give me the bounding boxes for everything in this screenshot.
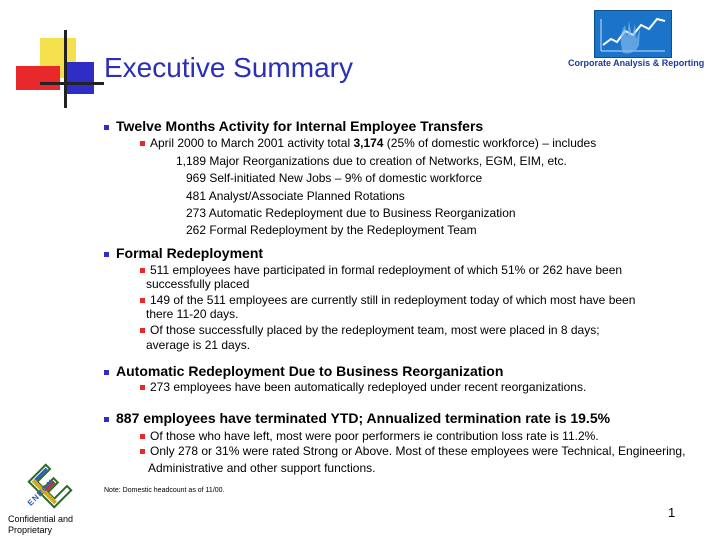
section-2-bullet-2: 149 of the 511 employees are currently still in redeployment today of which most have been [140,293,635,307]
bullet-icon [140,449,145,454]
section-2-heading: Formal Redeployment [104,245,263,261]
bullet-icon [140,141,145,146]
corporate-analysis-logo [594,10,672,58]
section-1-line-6: 262 Formal Redeployment by the Redeployment Team [186,223,477,237]
page-number: 1 [668,505,676,520]
section-1-line-3: 969 Self-initiated New Jobs – 9% of domestic workforce [186,171,483,185]
footer-line-2: Proprietary [8,525,53,535]
footnote: Note: Domestic headcount as of 11/00. [104,487,225,494]
section-1-heading: Twelve Months Activity for Internal Employee Transfers [104,118,483,134]
footer-line-1: Confidential and [8,514,74,524]
logo-caption: Corporate Analysis & Reporting [568,58,705,68]
section-3-heading: Automatic Redeployment Due to Business Reorganization [104,363,503,379]
chart-hand-icon [595,11,671,57]
enron-logo [18,454,82,518]
bullet-icon [104,125,109,130]
section-4-bullet-2-cont: Administrative and other support functions. [148,461,376,475]
section-4-bullet-2: Only 278 or 31% were rated Strong or Above. Most of these employees were Technical, Engineering, [140,444,685,458]
bullet-icon [104,252,109,257]
section-3-bullet-1: 273 employees have been automatically redeployed under recent reorganizations. [140,380,586,394]
blue-block [66,62,94,94]
section-2-bullet-3: Of those successfully placed by the redeployment team, most were placed in 8 days; [140,323,600,337]
bullet-icon [140,268,145,273]
section-1-line-1: April 2000 to March 2001 activity total 3,174 (25% of domestic workforce) – includes [140,136,596,150]
bullet-icon [140,298,145,303]
page-title: Executive Summary [104,52,353,83]
bullet-icon [140,328,145,333]
section-4-bullet-1: Of those who have left, most were poor performers ie contribution loss rate is 11.2%. [140,429,599,443]
section-2-bullet-1-cont: successfully placed [146,277,250,291]
section-2-bullet-1: 511 employees have participated in formal redeployment of which 51% or 262 have been [140,263,622,277]
enron-wordmark: ENRON [25,477,57,508]
section-1-line-5: 273 Automatic Redeployment due to Business Reorganization [186,206,516,220]
section-2-bullet-3-cont: average is 21 days. [146,338,251,352]
horizontal-bar [40,82,104,85]
section-1-line-2: 1,189 Major Reorganizations due to creation of Networks, EGM, EIM, etc. [176,154,567,168]
bullet-icon [104,417,109,422]
footer-confidential [8,514,73,536]
section-1-line-4: 481 Analyst/Associate Planned Rotations [186,189,405,203]
section-4-heading: 887 employees have terminated YTD; Annualized termination rate is 19.5% [104,410,610,426]
bullet-icon [140,385,145,390]
vertical-bar [64,30,67,108]
bullet-icon [140,434,145,439]
bullet-icon [104,370,109,375]
section-2-bullet-2-cont: there 11-20 days. [146,307,239,321]
red-block [16,66,60,90]
